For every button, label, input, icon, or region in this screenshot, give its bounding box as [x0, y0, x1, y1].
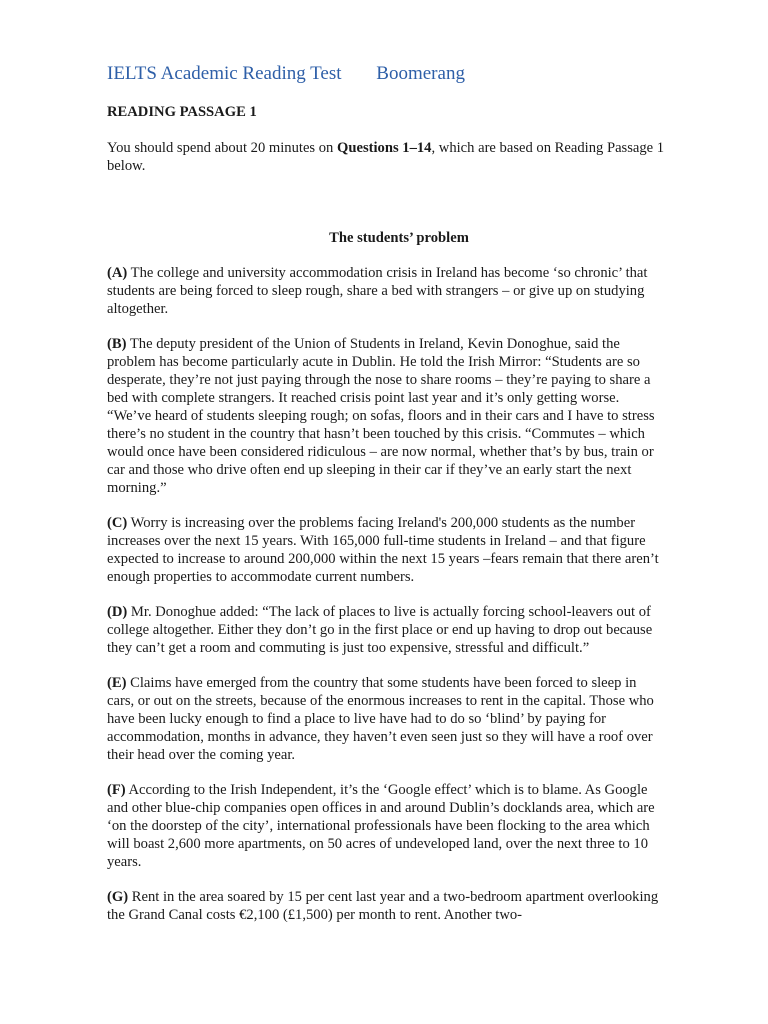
- paragraph-text: Claims have emerged from the country that some students have been forced to sleep in cars, or out on the streets, because of the enormous increases to rent in the capital. Those who have been lucky enough to find a place to live have had to do so ‘blind’ by paying for accommodation, months in advance, they haven’t even seen just so they will have a roof over their head over the coming year.: [107, 675, 654, 763]
- paragraph-text: Worry is increasing over the problems facing Ireland's 200,000 students as the number increases over the next 15 years. With 165,000 full-time students in Ireland – and that figure expected to increase to around 200,000 within the next 15 years –fears remain that there aren’t enough properties to accommodate current numbers.: [107, 515, 659, 585]
- paragraph-a: [107, 264, 667, 318]
- instructions-text-after: , which are based on Reading Passage 1 below.: [107, 140, 665, 174]
- paragraph-f: [107, 781, 667, 871]
- paragraph-label: (E): [107, 675, 127, 691]
- passage-label: READING PASSAGE 1: [107, 104, 257, 120]
- paragraph-text: According to the Irish Independent, it’s the ‘Google effect’ which is to blame. As Google and other blue-chip companies open offices in and around Dublin’s docklands area, which are ‘on the doorstep of the city’, international professionals have been flocking to the area which will boast 2,600 more apartments, on 50 acres of undeveloped land, over the next three to 10 years.: [107, 782, 655, 870]
- instructions-text-before: You should spend about 20 minutes on: [107, 140, 338, 156]
- instructions: [107, 139, 667, 175]
- paragraph-label: (C): [107, 515, 128, 531]
- paragraph-label: (G): [107, 889, 129, 905]
- passage-subject: Boomerang: [376, 63, 465, 84]
- paragraph-label: (F): [107, 782, 126, 798]
- paragraph-g: [107, 888, 667, 924]
- paragraph-text: The college and university accommodation crisis in Ireland has become ‘so chronic’ that students are being forced to sleep rough, share a bed with strangers – or give up on studying altogether.: [107, 265, 648, 317]
- paragraph-b: [107, 335, 667, 497]
- paragraph-text: The deputy president of the Union of Students in Ireland, Kevin Donoghue, said the problem has become particularly acute in Dublin. He told the Irish Mirror: “Students are so desperate, they’re not just paying through the nose to share rooms – they’re paying to share a bed with complete strangers. It reached crisis point last year and it’s only getting worse. “We’ve heard of students sleeping rough; on sofas, floors and in their cars and I have to stress there’s no student in the country that hasn’t been touched by this crisis. “Commutes – which would once have been considered ridiculous – are now normal, whether that’s by bus, train or car and those who drive often end up sleeping in their car if they’ve an early start the next morning.”: [107, 336, 655, 496]
- paragraph-d: [107, 603, 667, 657]
- instructions-questions: Questions 1–14: [337, 140, 432, 156]
- paragraph-e: [107, 674, 667, 764]
- passage-title: The students’ problem: [329, 230, 469, 246]
- paragraph-text: Mr. Donoghue added: “The lack of places to live is actually forcing school-leavers out of college altogether. Either they don’t go in the first place or end up having to drop out because they can’t get a room and commuting is just too expensive, stressful and difficult.”: [107, 604, 653, 656]
- paragraph-label: (A): [107, 265, 128, 281]
- paragraph-label: (B): [107, 336, 127, 352]
- paragraph-label: (D): [107, 604, 128, 620]
- document-page: [107, 62, 667, 924]
- test-title: IELTS Academic Reading Test: [107, 63, 342, 84]
- paragraph-text: Rent in the area soared by 15 per cent last year and a two-bedroom apartment overlooking the Grand Canal costs €2,100 (£1,500) per month to rent. Another two-: [107, 889, 659, 923]
- document-header: [107, 62, 667, 86]
- paragraph-c: [107, 514, 667, 586]
